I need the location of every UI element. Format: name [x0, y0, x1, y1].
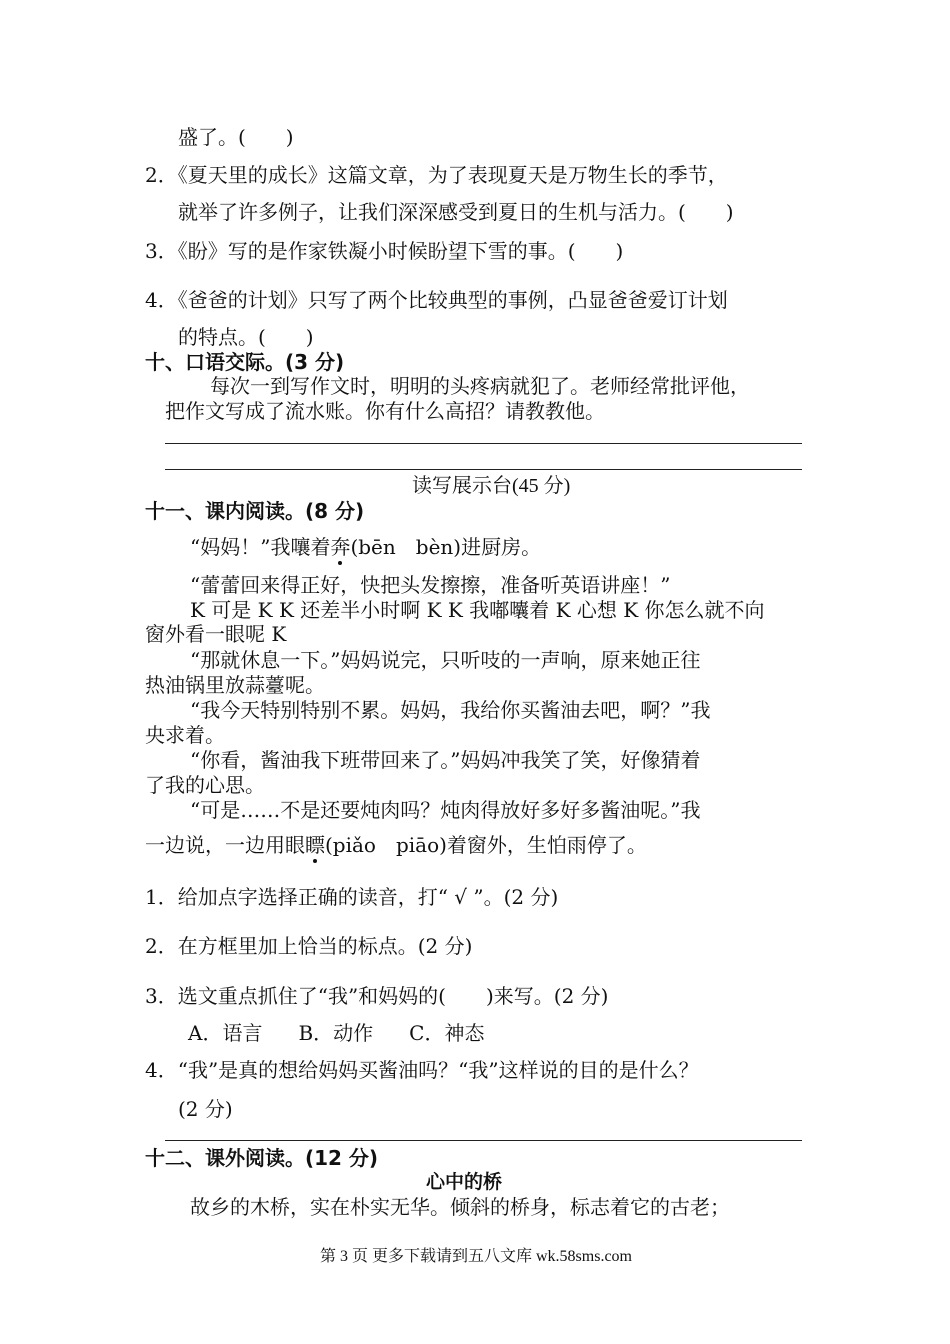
reading-line-1 — [190, 534, 541, 560]
reading-line-5a: “我今天特别特别不累。妈妈，我给你买酱油去吧，啊？”我 — [190, 698, 711, 722]
answer-line-1[interactable] — [165, 443, 802, 444]
section-11-title: 十一、课内阅读。(8 分) — [145, 499, 365, 523]
dotted-char-piao: 瞟 — [305, 833, 325, 857]
question-2-line1: 2．《夏天里的成长》这篇文章，为了表现夏天是万物生长的季节， — [145, 163, 728, 187]
sub-question-4-line2: (2 分) — [178, 1097, 233, 1121]
sub-question-3-options — [188, 1020, 484, 1046]
section-10-para-line2: 把作文写成了流水账。你有什么高招？请教教他。 — [165, 399, 605, 423]
section-10-para-line1: 每次一到写作文时，明明的头疼病就犯了。老师经常批评他， — [210, 374, 750, 398]
sub-question-1: 1．给加点字选择正确的读音，打“ √ ”。(2 分) — [145, 885, 559, 909]
reading-line-7b-a: 一边说，一边用眼 — [145, 833, 305, 857]
dotted-char-ben: 奔 — [330, 535, 351, 559]
question-2-line2: 就举了许多例子，让我们深深感受到夏日的生机与活力。( ) — [178, 200, 734, 224]
reading-line-4a: “那就休息一下。”妈妈说完，只听吱的一声响，原来她正往 — [190, 648, 701, 672]
page-footer: 第 3 页 更多下载请到五八文库 wk.58sms.com — [320, 1248, 633, 1265]
section-12-title: 十二、课外阅读。(12 分) — [145, 1146, 379, 1170]
passage-title: 心中的桥 — [426, 1171, 503, 1193]
option-b[interactable]: B．动作 — [298, 1021, 374, 1045]
reading-line-1-b: (bēn bèn)进厨房。 — [350, 535, 542, 559]
option-a[interactable]: A．语言 — [188, 1021, 263, 1045]
question-3: 3．《盼》写的是作家铁凝小时候盼望下雪的事。( ) — [145, 239, 624, 263]
reading-line-3b: 窗外看一眼呢 K — [145, 622, 287, 646]
line-continuation: 盛了。( ) — [178, 125, 294, 149]
reading-line-3a: K 可是 K K 还差半小时啊 K K 我嘟囔着 K 心想 K 你怎么就不向 — [190, 598, 765, 622]
section-10-title: 十、口语交际。(3 分) — [145, 350, 345, 374]
reading-line-2: “蕾蕾回来得正好，快把头发擦擦，准备听英语讲座！” — [190, 573, 671, 597]
sub-question-3: 3．选文重点抓住了“我”和妈妈的( )来写。(2 分) — [145, 984, 609, 1008]
option-c[interactable]: C．神态 — [409, 1021, 485, 1045]
question-4-line1: 4．《爸爸的计划》只写了两个比较典型的事例，凸显爸爸爱订计划 — [145, 288, 728, 312]
reading-line-6a: “你看，酱油我下班带回来了。”妈妈冲我笑了笑，好像猜着 — [190, 748, 701, 772]
sub-question-4-line1: 4．“我”是真的想给妈妈买酱油吗？“我”这样说的目的是什么？ — [145, 1058, 699, 1082]
passage-line-1: 故乡的木桥，实在朴实无华。倾斜的桥身，标志着它的古老； — [190, 1195, 730, 1219]
reading-line-5b: 央求着。 — [145, 723, 225, 747]
reading-line-1-a: “妈妈！”我嚷着 — [190, 535, 331, 559]
reading-line-7b-b: (piǎo piāo)着窗外，生怕雨停了。 — [325, 833, 647, 857]
sub-question-2: 2．在方框里加上恰当的标点。(2 分) — [145, 934, 473, 958]
answer-line-2[interactable] — [165, 469, 802, 470]
question-4-line2: 的特点。( ) — [178, 325, 314, 349]
reading-line-7b — [145, 832, 647, 858]
reading-line-6b: 了我的心思。 — [145, 773, 265, 797]
divider-title: 读写展示台(45 分) — [412, 475, 571, 497]
reading-line-4b: 热油锅里放蒜薹呢。 — [145, 673, 325, 697]
answer-line-3[interactable] — [165, 1140, 802, 1141]
reading-line-7a: “可是……不是还要炖肉吗？炖肉得放好多好多酱油呢。”我 — [190, 798, 701, 822]
